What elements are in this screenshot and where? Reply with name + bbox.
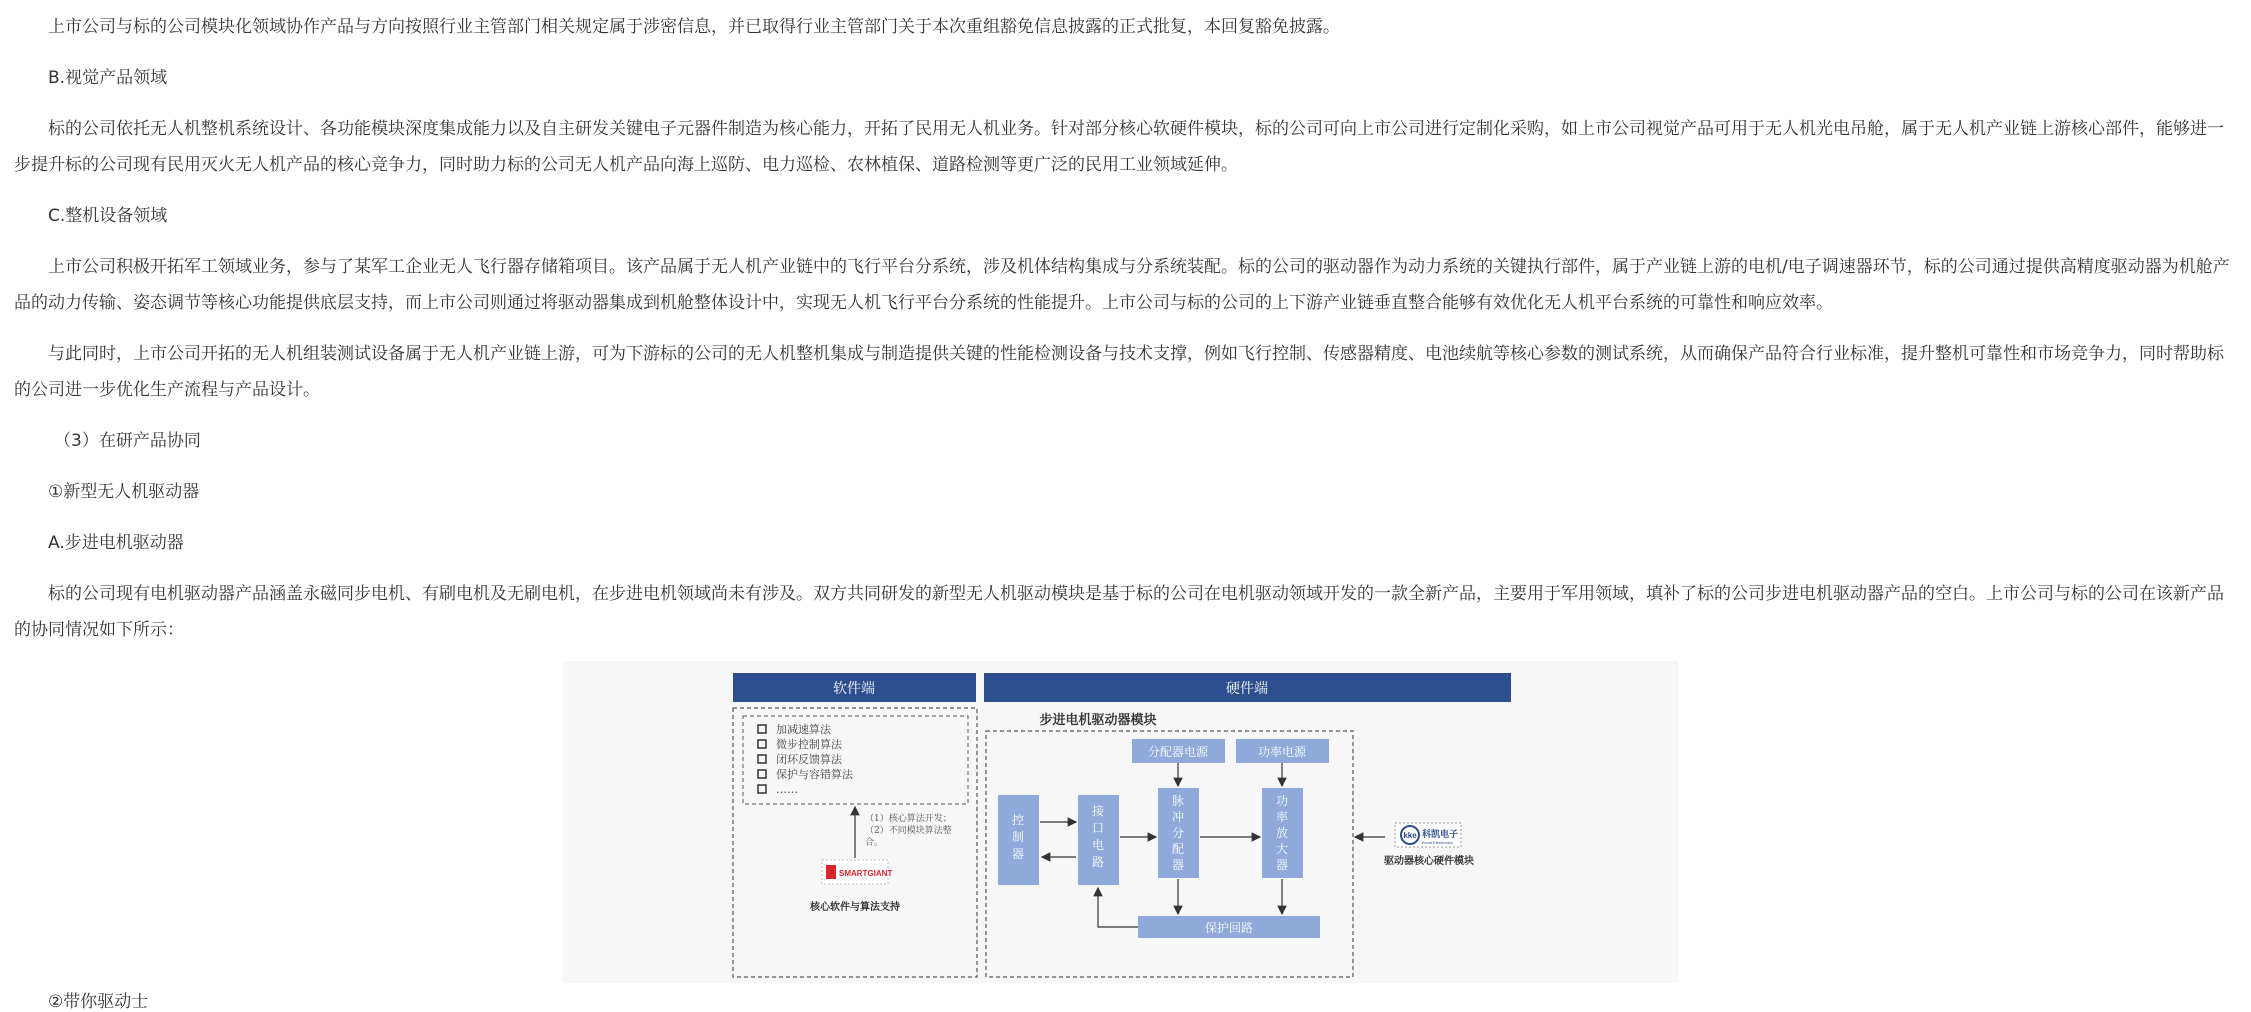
hardware-support-caption: 驱动器核心硬件模块 bbox=[1384, 856, 1474, 867]
software-support-caption: 核心软件与算法支持 bbox=[810, 902, 900, 913]
kke-name: 科凯电子 bbox=[1422, 830, 1459, 840]
interface-char: 口 bbox=[1091, 821, 1105, 835]
section-heading: B.视觉产品领域 bbox=[48, 68, 168, 88]
distributor-power-label: 分配器电源 bbox=[1147, 745, 1209, 759]
interface-char: 电 bbox=[1091, 838, 1105, 852]
section-heading: ①新型无人机驱动器 bbox=[48, 482, 200, 502]
controller-char: 器 bbox=[1011, 847, 1025, 861]
note-line: （2）不同模块算法整 bbox=[865, 826, 952, 836]
pulse-char: 脉 bbox=[1171, 794, 1185, 808]
algorithm-item: 闭环反馈算法 bbox=[776, 753, 842, 766]
paragraph: 与此同时，上市公司开拓的无人机组装测试设备属于无人机产业链上游，可为下游标的公司的无人机整机集成与制造提供关键的性能检测设备与技术支撑，例如飞行控制、传感器精度、电池续航等核心参数的测试系统，从而确保产品符合行业标准，提升整机可靠性和市场竞争力，同时帮助标的公司进一步优化生产流程与产品设计。 bbox=[14, 344, 2224, 400]
algorithm-item: …… bbox=[776, 783, 798, 796]
amplifier-char: 器 bbox=[1275, 858, 1289, 872]
pulse-char: 冲 bbox=[1171, 810, 1185, 824]
kke-logo-text: kke bbox=[1403, 831, 1417, 840]
algorithm-list bbox=[758, 722, 854, 796]
controller-char: 制 bbox=[1011, 830, 1025, 844]
paragraph: 上市公司与标的公司模块化领域协作产品与方向按照行业主管部门相关规定属于涉密信息，并已取得行业主管部门关于本次重组豁免信息披露的正式批复，本回复豁免披露。 bbox=[48, 17, 1340, 37]
amplifier-char: 率 bbox=[1275, 810, 1289, 824]
module-title: 步进电机驱动器模块 bbox=[1039, 713, 1157, 728]
note-line: （1）核心算法开发； bbox=[865, 814, 952, 824]
interface-char: 接 bbox=[1091, 804, 1105, 818]
power-supply-label: 功率电源 bbox=[1257, 745, 1307, 759]
collaboration-diagram bbox=[563, 661, 1678, 983]
pulse-char: 配 bbox=[1171, 842, 1185, 856]
paragraph: 标的公司依托无人机整机系统设计、各功能模块深度集成能力以及自主研发关键电子元器件制造为核心能力，开拓了民用无人机业务。针对部分核心软硬件模块，标的公司可向上市公司进行定制化采购，如上市公司视觉产品可用于无人机光电吊舱，属于无人机产业链上游核心部件，能够进一步提升标的公司现有民用灭火无人机产品的核心竞争力，同时助力标的公司无人机产品向海上巡防、电力巡检、农林植保、道路检测等更广泛的民用工业领域延伸。 bbox=[14, 119, 2224, 175]
section-heading: A.步进电机驱动器 bbox=[48, 533, 184, 553]
algorithm-item: 保护与容错算法 bbox=[776, 768, 853, 781]
smartgiant-logo-text: SMARTGIANT bbox=[839, 869, 893, 878]
pulse-char: 分 bbox=[1171, 826, 1185, 840]
hardware-header: 硬件端 bbox=[1226, 681, 1268, 697]
paragraph: 标的公司现有电机驱动器产品涵盖永磁同步电机、有刷电机及无刷电机，在步进电机领域尚未有涉及。双方共同研发的新型无人机驱动模块是基于标的公司在电机驱动领域开发的一款全新产品，主要用于军用领域，填补了标的公司步进电机驱动器产品的空白。上市公司与标的公司在该新产品的协同情况如下所示： bbox=[14, 584, 2224, 640]
algorithm-item: 微步控制算法 bbox=[776, 738, 842, 751]
algorithm-item: 加减速算法 bbox=[776, 723, 831, 736]
pulse-char: 器 bbox=[1171, 858, 1185, 872]
amplifier-char: 大 bbox=[1275, 842, 1289, 856]
note-line: 合。 bbox=[865, 838, 884, 848]
controller-char: 控 bbox=[1011, 813, 1025, 827]
kke-sub: Kecai Electronics bbox=[1422, 840, 1453, 845]
document-body bbox=[14, 0, 2236, 648]
amplifier-char: 功 bbox=[1275, 794, 1289, 808]
protection-circuit-label: 保护回路 bbox=[1204, 921, 1254, 935]
interface-char: 路 bbox=[1091, 855, 1105, 869]
kke-logo bbox=[1395, 823, 1461, 847]
software-header: 软件端 bbox=[833, 681, 875, 697]
section-heading: C.整机设备领域 bbox=[48, 206, 168, 226]
next-heading-partial: ②带你驱动士 bbox=[48, 992, 149, 1012]
section-heading: （3）在研产品协同 bbox=[54, 431, 201, 451]
amplifier-char: 放 bbox=[1275, 826, 1289, 840]
smartgiant-logo bbox=[822, 860, 892, 884]
paragraph: 上市公司积极开拓军工领域业务，参与了某军工企业无人飞行器存储箱项目。该产品属于无人机产业链中的飞行平台分系统，涉及机体结构集成与分系统装配。标的公司的驱动器作为动力系统的关键执行部件，属于产业链上游的电机/电子调速器环节，标的公司通过提供高精度驱动器为机舱产品的动力传输、姿态调节等核心功能提供底层支持，而上市公司则通过将驱动器集成到机舱整体设计中，实现无人机飞行平台分系统的性能提升。上市公司与标的公司的上下游产业链垂直整合能够有效优化无人机平台系统的可靠性和响应效率。 bbox=[14, 257, 2230, 313]
